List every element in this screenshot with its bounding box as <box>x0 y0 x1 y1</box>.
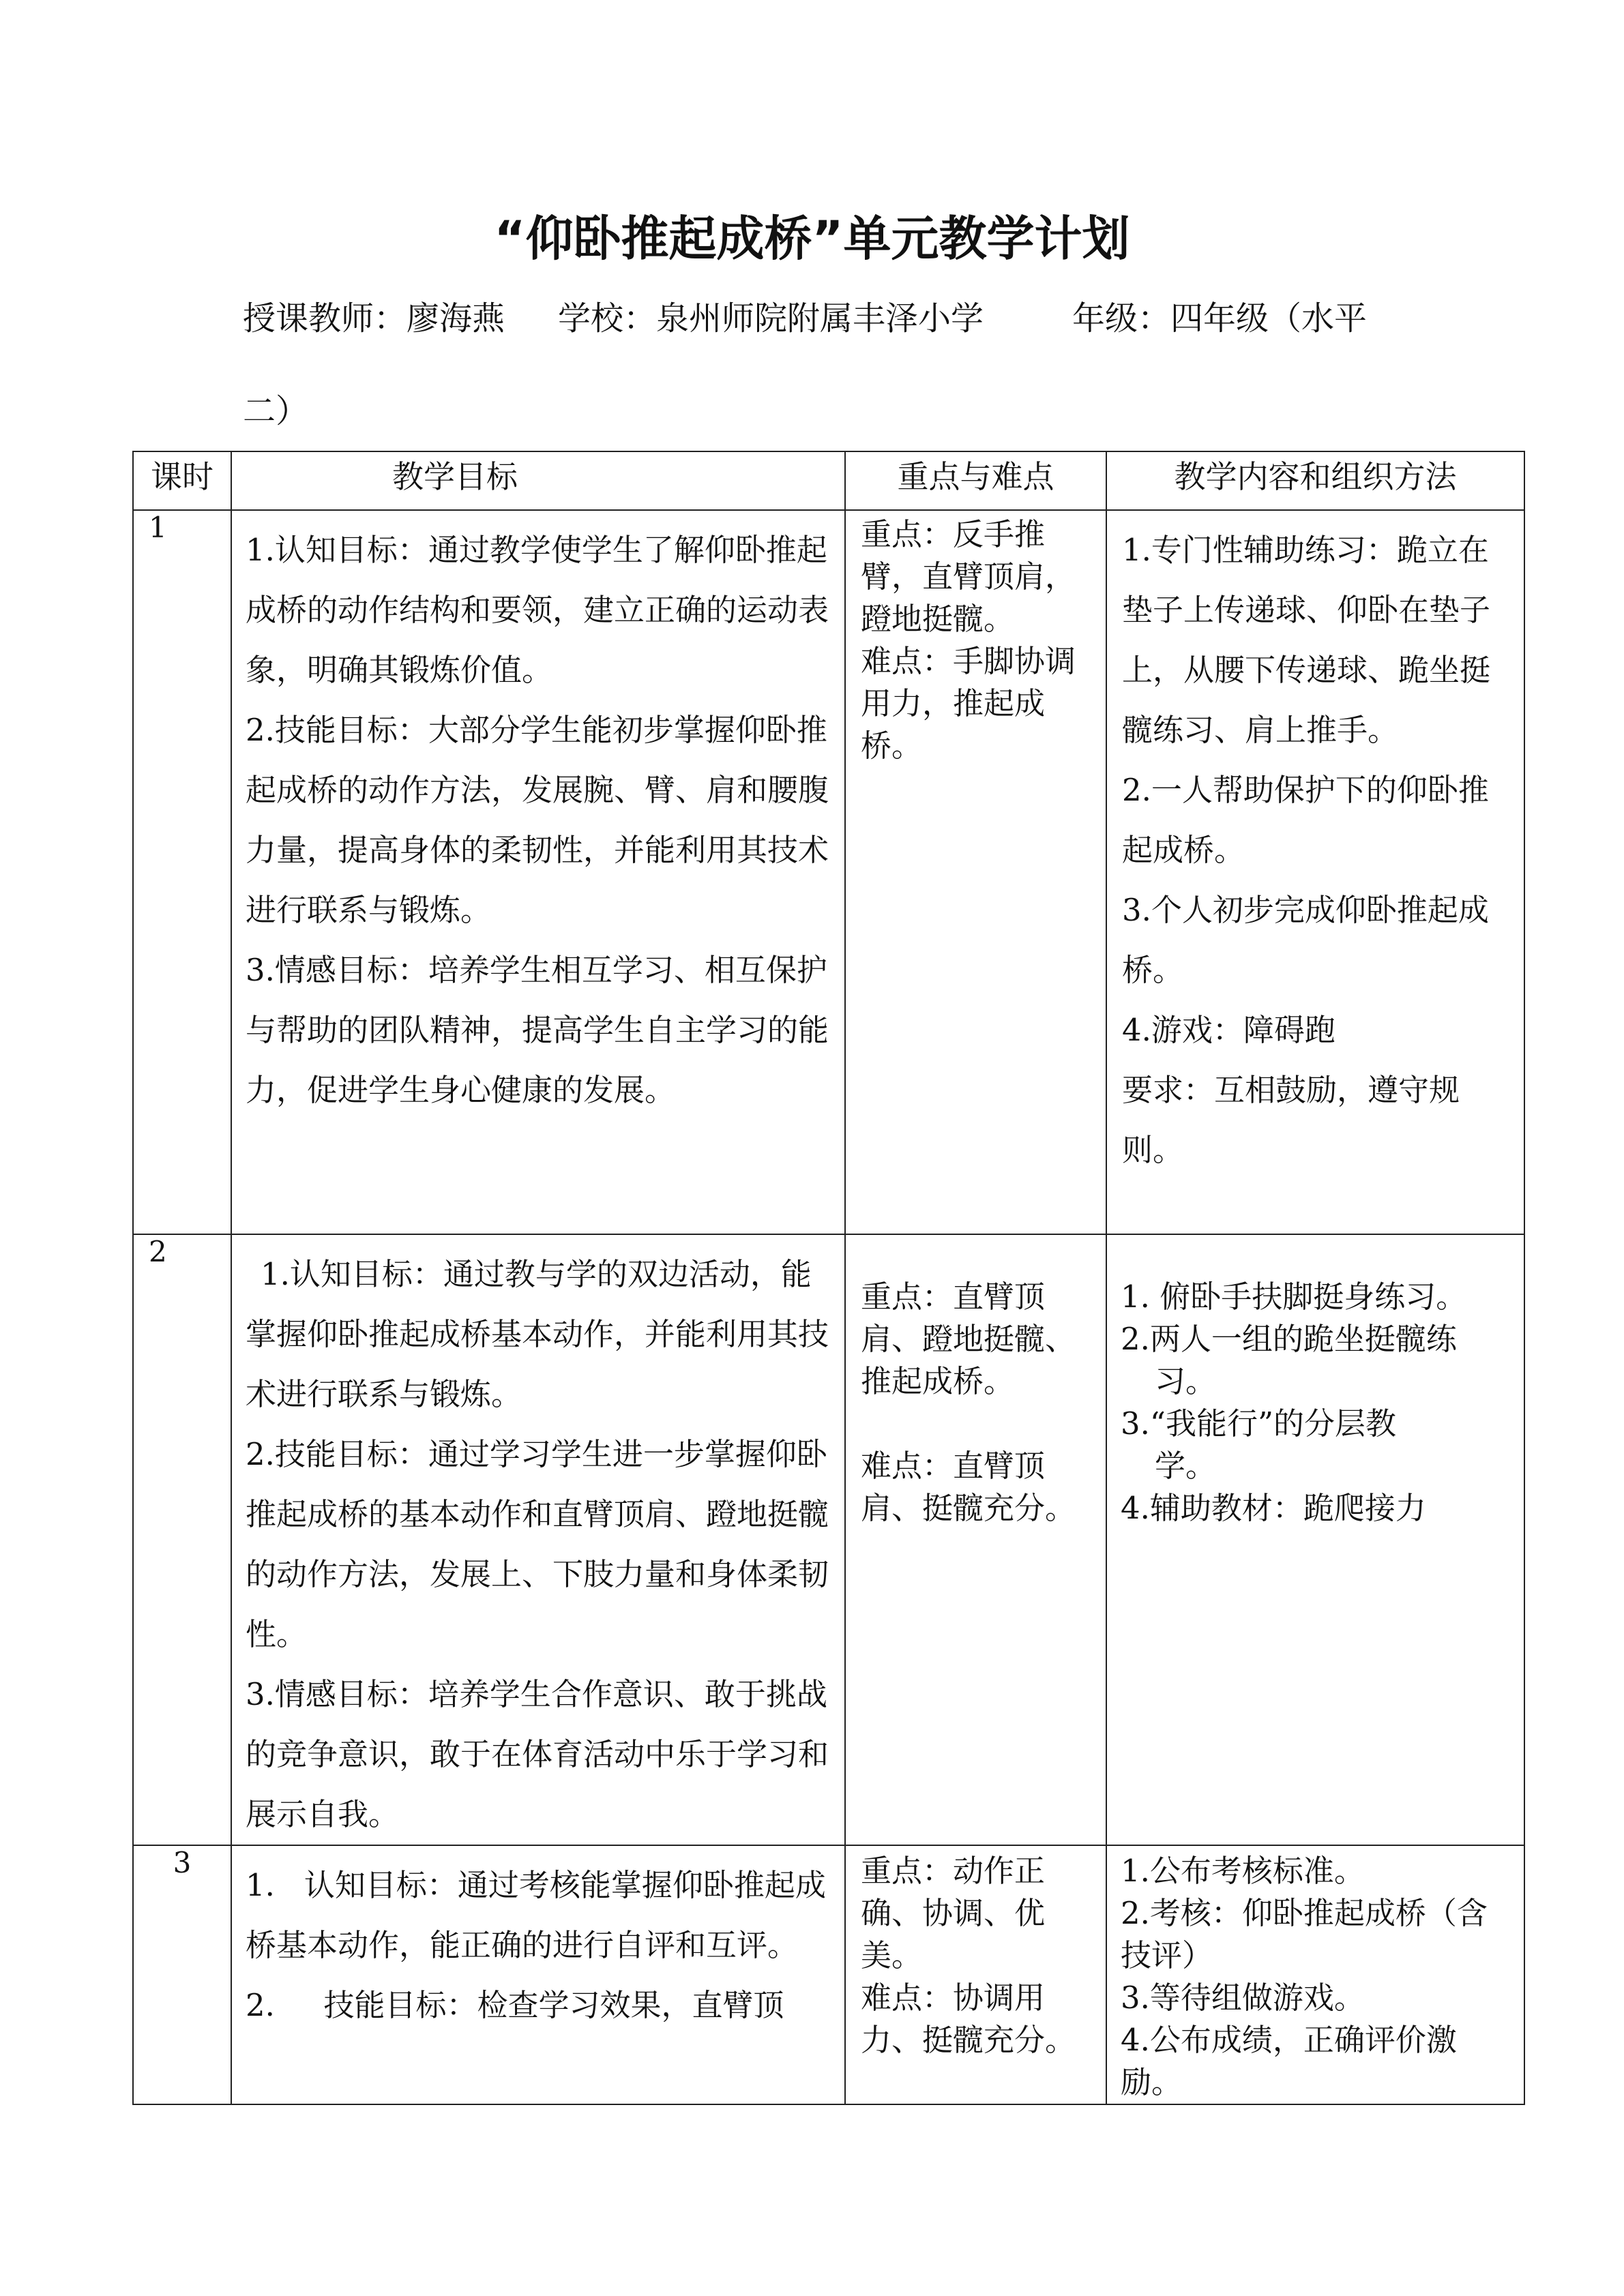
goal-skill: 2.技能目标：通过学习学生进一步掌握仰卧推起成桥的基本动作和直臂顶肩、蹬地挺髋的动作方法，发展上、下肢力量和身体柔韧性。 <box>246 1436 829 1652</box>
teacher-label: 授课教师：廖海燕 <box>243 299 505 338</box>
method-item-continued: 习。 <box>1155 1363 1217 1399</box>
method-item: 1.专门性辅助练习：跪立在垫子上传递球、仰卧在垫子上，从腰下传递球、跪坐挺髋练习、肩上推手。 <box>1122 532 1491 748</box>
method-requirement: 要求：互相鼓励，遵守规则。 <box>1122 1072 1460 1168</box>
difficulty-point: 难点：协调用力、挺髋充分。 <box>861 1980 1076 2058</box>
table-row <box>133 510 1524 1234</box>
method-item: 3.个人初步完成仰卧推起成桥。 <box>1122 892 1489 988</box>
difficulty-point: 难点：手脚协调用力，推起成桥。 <box>861 643 1076 764</box>
goals-cell <box>231 1845 845 2104</box>
document-info-line <box>243 293 1402 344</box>
key-points-cell <box>845 1845 1106 2104</box>
difficulty-point: 难点：直臂顶肩、挺髋充分。 <box>861 1448 1076 1526</box>
lesson-number: 2 <box>133 1234 231 1845</box>
goal-cognitive: 1.认知目标：通过教与学的双边活动，能掌握仰卧推起成桥基本动作，并能利用其技术进行联系与锻炼。 <box>246 1256 829 1412</box>
lesson-number: 1 <box>133 510 231 1234</box>
grade-label-continued: 二） <box>243 392 309 430</box>
table-header-row <box>133 451 1524 510</box>
method-item: 2.一人帮助保护下的仰卧推起成桥。 <box>1122 772 1489 868</box>
key-points-cell <box>845 1234 1106 1845</box>
header-lesson: 课时 <box>133 451 231 510</box>
goal-skill: 2. 技能目标：检查学习效果，直臂顶 <box>246 1987 784 2023</box>
methods-cell <box>1106 510 1524 1234</box>
goals-cell <box>231 510 845 1234</box>
goals-cell <box>231 1234 845 1845</box>
document-title: “仰卧推起成桥”单元教学计划 <box>494 211 1130 267</box>
school-label: 学校：泉州师院附属丰泽小学 <box>558 299 984 338</box>
methods-cell <box>1106 1845 1524 2104</box>
method-item: 3.等待组做游戏。 <box>1121 1980 1365 2016</box>
goal-cognitive: 1.认知目标：通过教学使学生了解仰卧推起成桥的动作结构和要领，建立正确的运动表象，明确其锻炼价值。 <box>246 532 829 688</box>
grade-label: 年级：四年级（水平 <box>1072 299 1368 338</box>
header-methods: 教学内容和组织方法 <box>1106 451 1524 510</box>
table-row <box>133 1234 1524 1845</box>
goal-skill: 2.技能目标：大部分学生能初步掌握仰卧推起成桥的动作方法，发展腕、臂、肩和腰腹力量，提高身体的柔韧性，并能利用其技术进行联系与锻炼。 <box>246 712 829 928</box>
method-item: 1.公布考核标准。 <box>1121 1853 1365 1889</box>
key-points-cell <box>845 510 1106 1234</box>
header-goals: 教学目标 <box>231 451 845 510</box>
goal-cognitive: 1. 认知目标：通过考核能掌握仰卧推起成桥基本动作，能正确的进行自评和互评。 <box>246 1867 826 1963</box>
key-point: 重点：直臂顶肩、蹬地挺髋、推起成桥。 <box>861 1279 1076 1399</box>
method-item: 1. 俯卧手扶脚挺身练习。 <box>1121 1279 1467 1315</box>
method-item: 2.考核：仰卧推起成桥（含技评） <box>1121 1895 1488 1973</box>
methods-cell <box>1106 1234 1524 1845</box>
method-item: 3.“我能行”的分层教 <box>1121 1405 1396 1442</box>
key-point: 重点：动作正确、协调、优美。 <box>861 1853 1046 1973</box>
table-row <box>133 1845 1524 2104</box>
method-item: 4.游戏：障碍跑 <box>1122 1012 1335 1048</box>
key-point: 重点：反手推臂，直臂顶肩，蹬地挺髋。 <box>861 516 1076 637</box>
method-item: 4.辅助教材：跪爬接力 <box>1121 1490 1426 1526</box>
method-item-continued: 学。 <box>1155 1448 1217 1484</box>
method-item: 4.公布成绩，正确评价激励。 <box>1121 2022 1457 2100</box>
method-item: 2.两人一组的跪坐挺髋练 <box>1121 1321 1457 1357</box>
header-key-points: 重点与难点 <box>845 451 1106 510</box>
goal-affective: 3.情感目标：培养学生合作意识、敢于挑战的竞争意识，敢于在体育活动中乐于学习和展示自我。 <box>246 1676 829 1832</box>
lesson-number: 3 <box>133 1845 231 2104</box>
goal-affective: 3.情感目标：培养学生相互学习、相互保护与帮助的团队精神，提高学生自主学习的能力，促进学生身心健康的发展。 <box>246 952 829 1108</box>
lesson-plan-table <box>132 451 1525 2105</box>
